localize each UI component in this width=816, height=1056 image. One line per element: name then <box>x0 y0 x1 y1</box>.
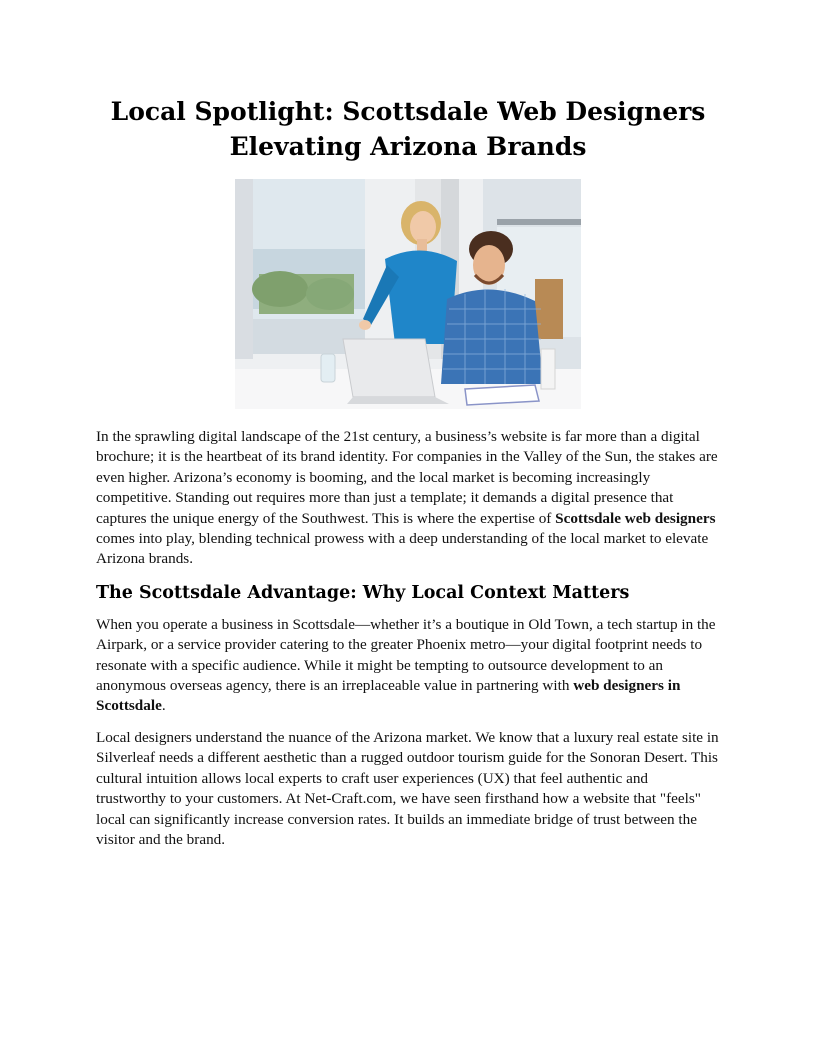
title-line-2: Elevating Arizona Brands <box>229 132 587 161</box>
hero-image <box>235 179 581 409</box>
bold-keyword: web designers in Scottsdale <box>96 677 681 715</box>
section-paragraph-2: Local designers understand the nuance of the Arizona market. We know that a luxury real estate site in Silverleaf needs a different aesthetic than a rugged outdoor tourism guide for the Sonoran Desert. This cultural intuition allows local experts to craft user experiences (UX) that feel authentic and trustworthy to your customers. At Net-Craft.com, we have seen firsthand how a website that "feels" local can significantly increase conversion rates. It builds an immediate bridge of trust between the visitor and the brand. <box>96 728 719 848</box>
intro-paragraph: In the sprawling digital landscape of the 21st century, a business’s website is far more than a digital brochure; it is the heartbeat of its brand identity. For companies in the Valley of the Sun, the stakes are even higher. Arizona’s economy is booming, and the local market is becoming increasingly competitive. Standing out requires more than just a template; it demands a digital presence that captures the unique energy of the Southwest. This is where the expertise of Scottsdale web designers comes into play, blending technical prowess with a deep understanding of the local market to elevate Arizona brands. <box>96 428 718 568</box>
article-body <box>96 427 720 861</box>
page-title <box>96 94 720 164</box>
title-line-1: Local Spotlight: Scottsdale Web Designers <box>110 97 706 126</box>
office-collaboration-photo <box>235 179 581 409</box>
bold-keyword: Scottsdale web designers <box>555 509 716 527</box>
section-heading: The Scottsdale Advantage: Why Local Context Matters <box>96 582 630 603</box>
section-paragraph-1: When you operate a business in Scottsdale—whether it’s a boutique in Old Town, a tech startup in the Airpark, or a service provider catering to the greater Phoenix metro—your digital footprint needs to resonate with a specific audience. While it might be tempting to outsource development to an anonymous overseas agency, there is an irreplaceable value in partnering with web designers in Scottsdale. <box>96 615 716 715</box>
